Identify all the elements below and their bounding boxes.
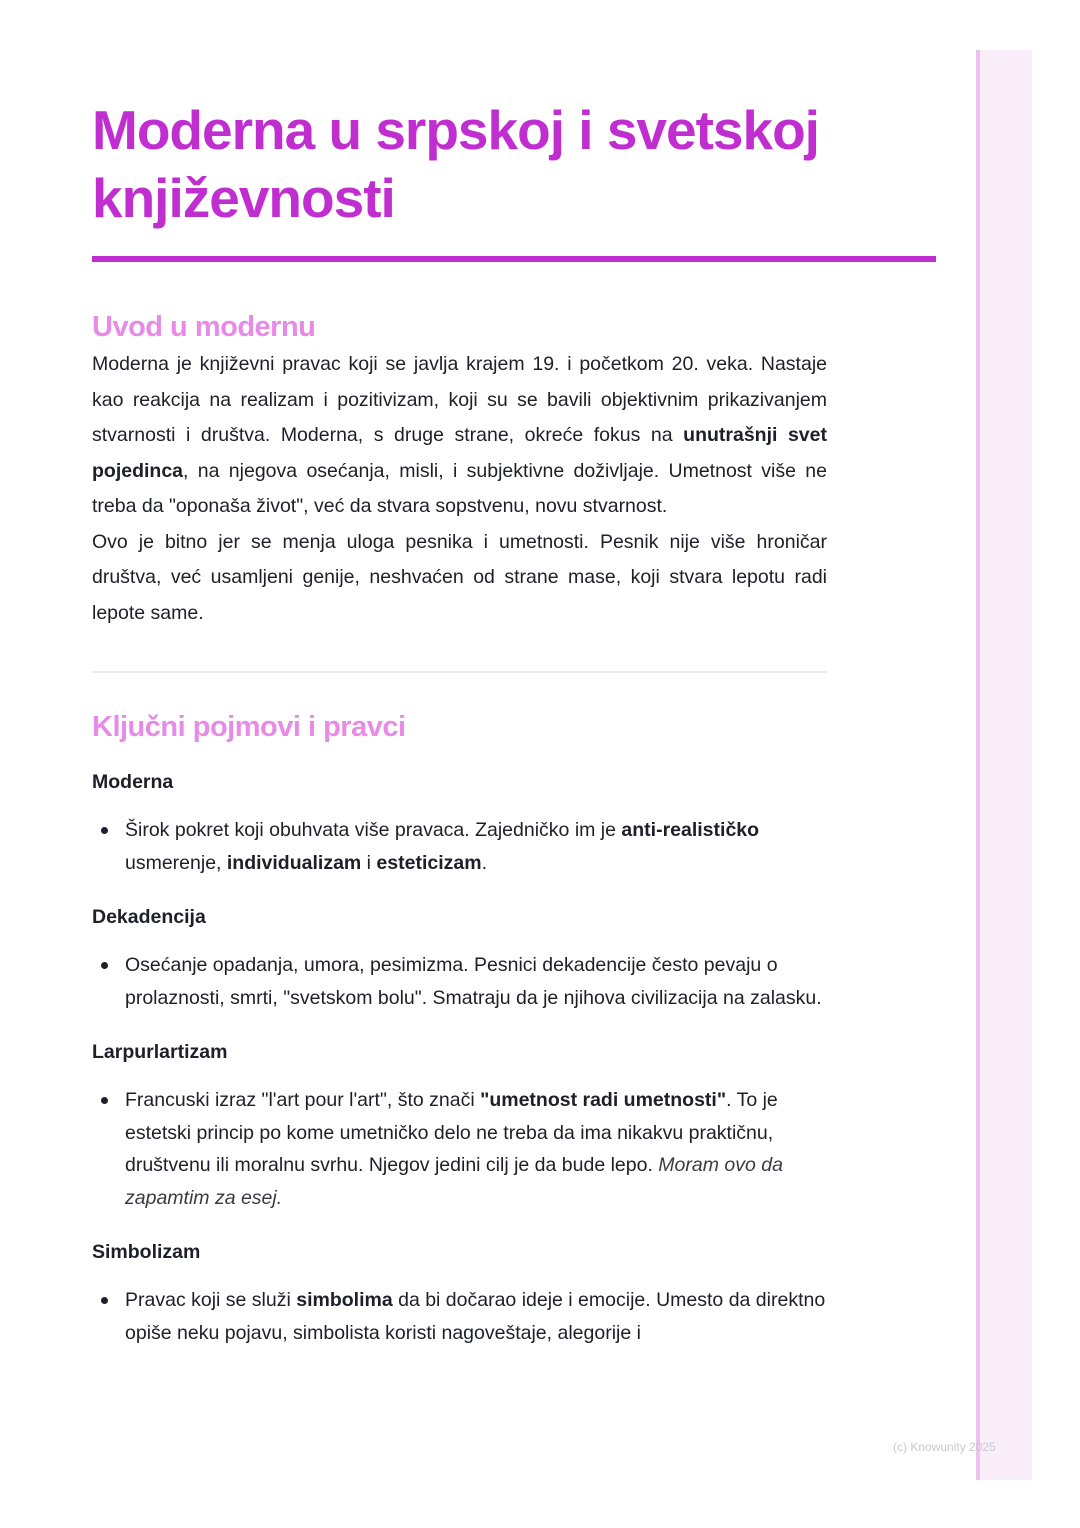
list-item-bold: simbolima [296, 1289, 393, 1311]
copyright-footer: (c) Knowunity 2025 [893, 1440, 996, 1454]
bullet-icon [101, 1297, 108, 1304]
list-item-text: Pravac koji se služi [125, 1289, 297, 1311]
title-underline [92, 256, 936, 262]
term-larpurlartizam: Larpurlartizam [92, 1041, 228, 1063]
list-item-text: da bi dočarao ideje i emocije. Umesto da direktno opiše neku pojavu, simbolista koristi nagoveštaje, alegorije i [125, 1289, 826, 1344]
term-simbolizam: Simbolizam [92, 1241, 201, 1263]
section-heading-intro: Uvod u modernu [92, 311, 316, 343]
list-item-bold: esteticizam [376, 851, 482, 874]
list-dekadencija [92, 949, 827, 1014]
document-content [92, 96, 827, 1349]
list-item-text: Osećanje opadanja, umora, pesimizma. Pesnici dekadencije često pevaju o prolaznosti, smrti, "svetskom bolu". Smatraju da je njihova civilizacija na zalasku. [125, 954, 822, 1009]
list-item-bold: anti-realističko [621, 819, 760, 841]
bullet-icon [101, 1097, 108, 1104]
page-title: Moderna u srpskoj i svetskoj književnosti [92, 99, 819, 229]
list-simbolizam [92, 1284, 827, 1349]
side-decoration-stripe [976, 50, 1032, 1480]
term-dekadencija: Dekadencija [92, 906, 206, 928]
list-item-note: Moram ovo da zapamtim za esej. [125, 1154, 783, 1209]
list-item [92, 1284, 827, 1349]
section-divider [92, 671, 827, 673]
list-item-text: i [361, 851, 377, 874]
intro-p1-bold: unutrašnji svet pojedinca [92, 424, 827, 482]
section-heading-key-terms: Ključni pojmovi i pravci [92, 711, 406, 743]
list-larpurlartizam [92, 1084, 827, 1214]
list-item-text: . [481, 851, 487, 874]
list-item-text: . To je estetski princip po kome umetničko delo ne treba da ima nikakvu praktičnu, društvenu ili moralnu svrhu. Njegov jedini cilj je da bude lepo. [125, 1089, 778, 1176]
list-item [92, 949, 827, 1014]
list-moderna [92, 814, 827, 879]
term-moderna: Moderna [92, 771, 174, 793]
list-item-text: Širok pokret koji obuhvata više pravaca. Zajedničko im je [125, 819, 622, 841]
intro-p1-text-end: , na njegova osećanja, misli, i subjektivne doživljaje. Umetnost više ne treba da "oponaša život", već da stvara sopstvenu, novu stvarnost. [92, 459, 827, 517]
list-item-text: usmerenje, [125, 851, 227, 874]
list-item-text: Francuski izraz "l'art pour l'art", što znači [125, 1089, 481, 1111]
list-item [92, 814, 827, 879]
intro-paragraph-1 [92, 347, 827, 525]
list-item-bold: "umetnost radi umetnosti" [480, 1089, 727, 1111]
bullet-icon [101, 962, 108, 969]
list-item [92, 1084, 827, 1214]
intro-paragraph-2: Ovo je bitno jer se menja uloga pesnika i umetnosti. Pesnik nije više hroničar društva, već usamljeni genije, neshvaćen od strane mase, koji stvara lepotu radi lepote same. [92, 530, 827, 624]
list-item-bold: individualizam [226, 851, 362, 874]
bullet-icon [101, 827, 108, 834]
intro-p1-text-start: Moderna je književni pravac koji se javlja krajem 19. i početkom 20. veka. Nastaje kao reakcija na realizam i pozitivizam, koji su se bavili objektivnim prikazivanjem stvarnosti i društva. Moderna, s druge strane, okreće fokus na [92, 353, 827, 446]
